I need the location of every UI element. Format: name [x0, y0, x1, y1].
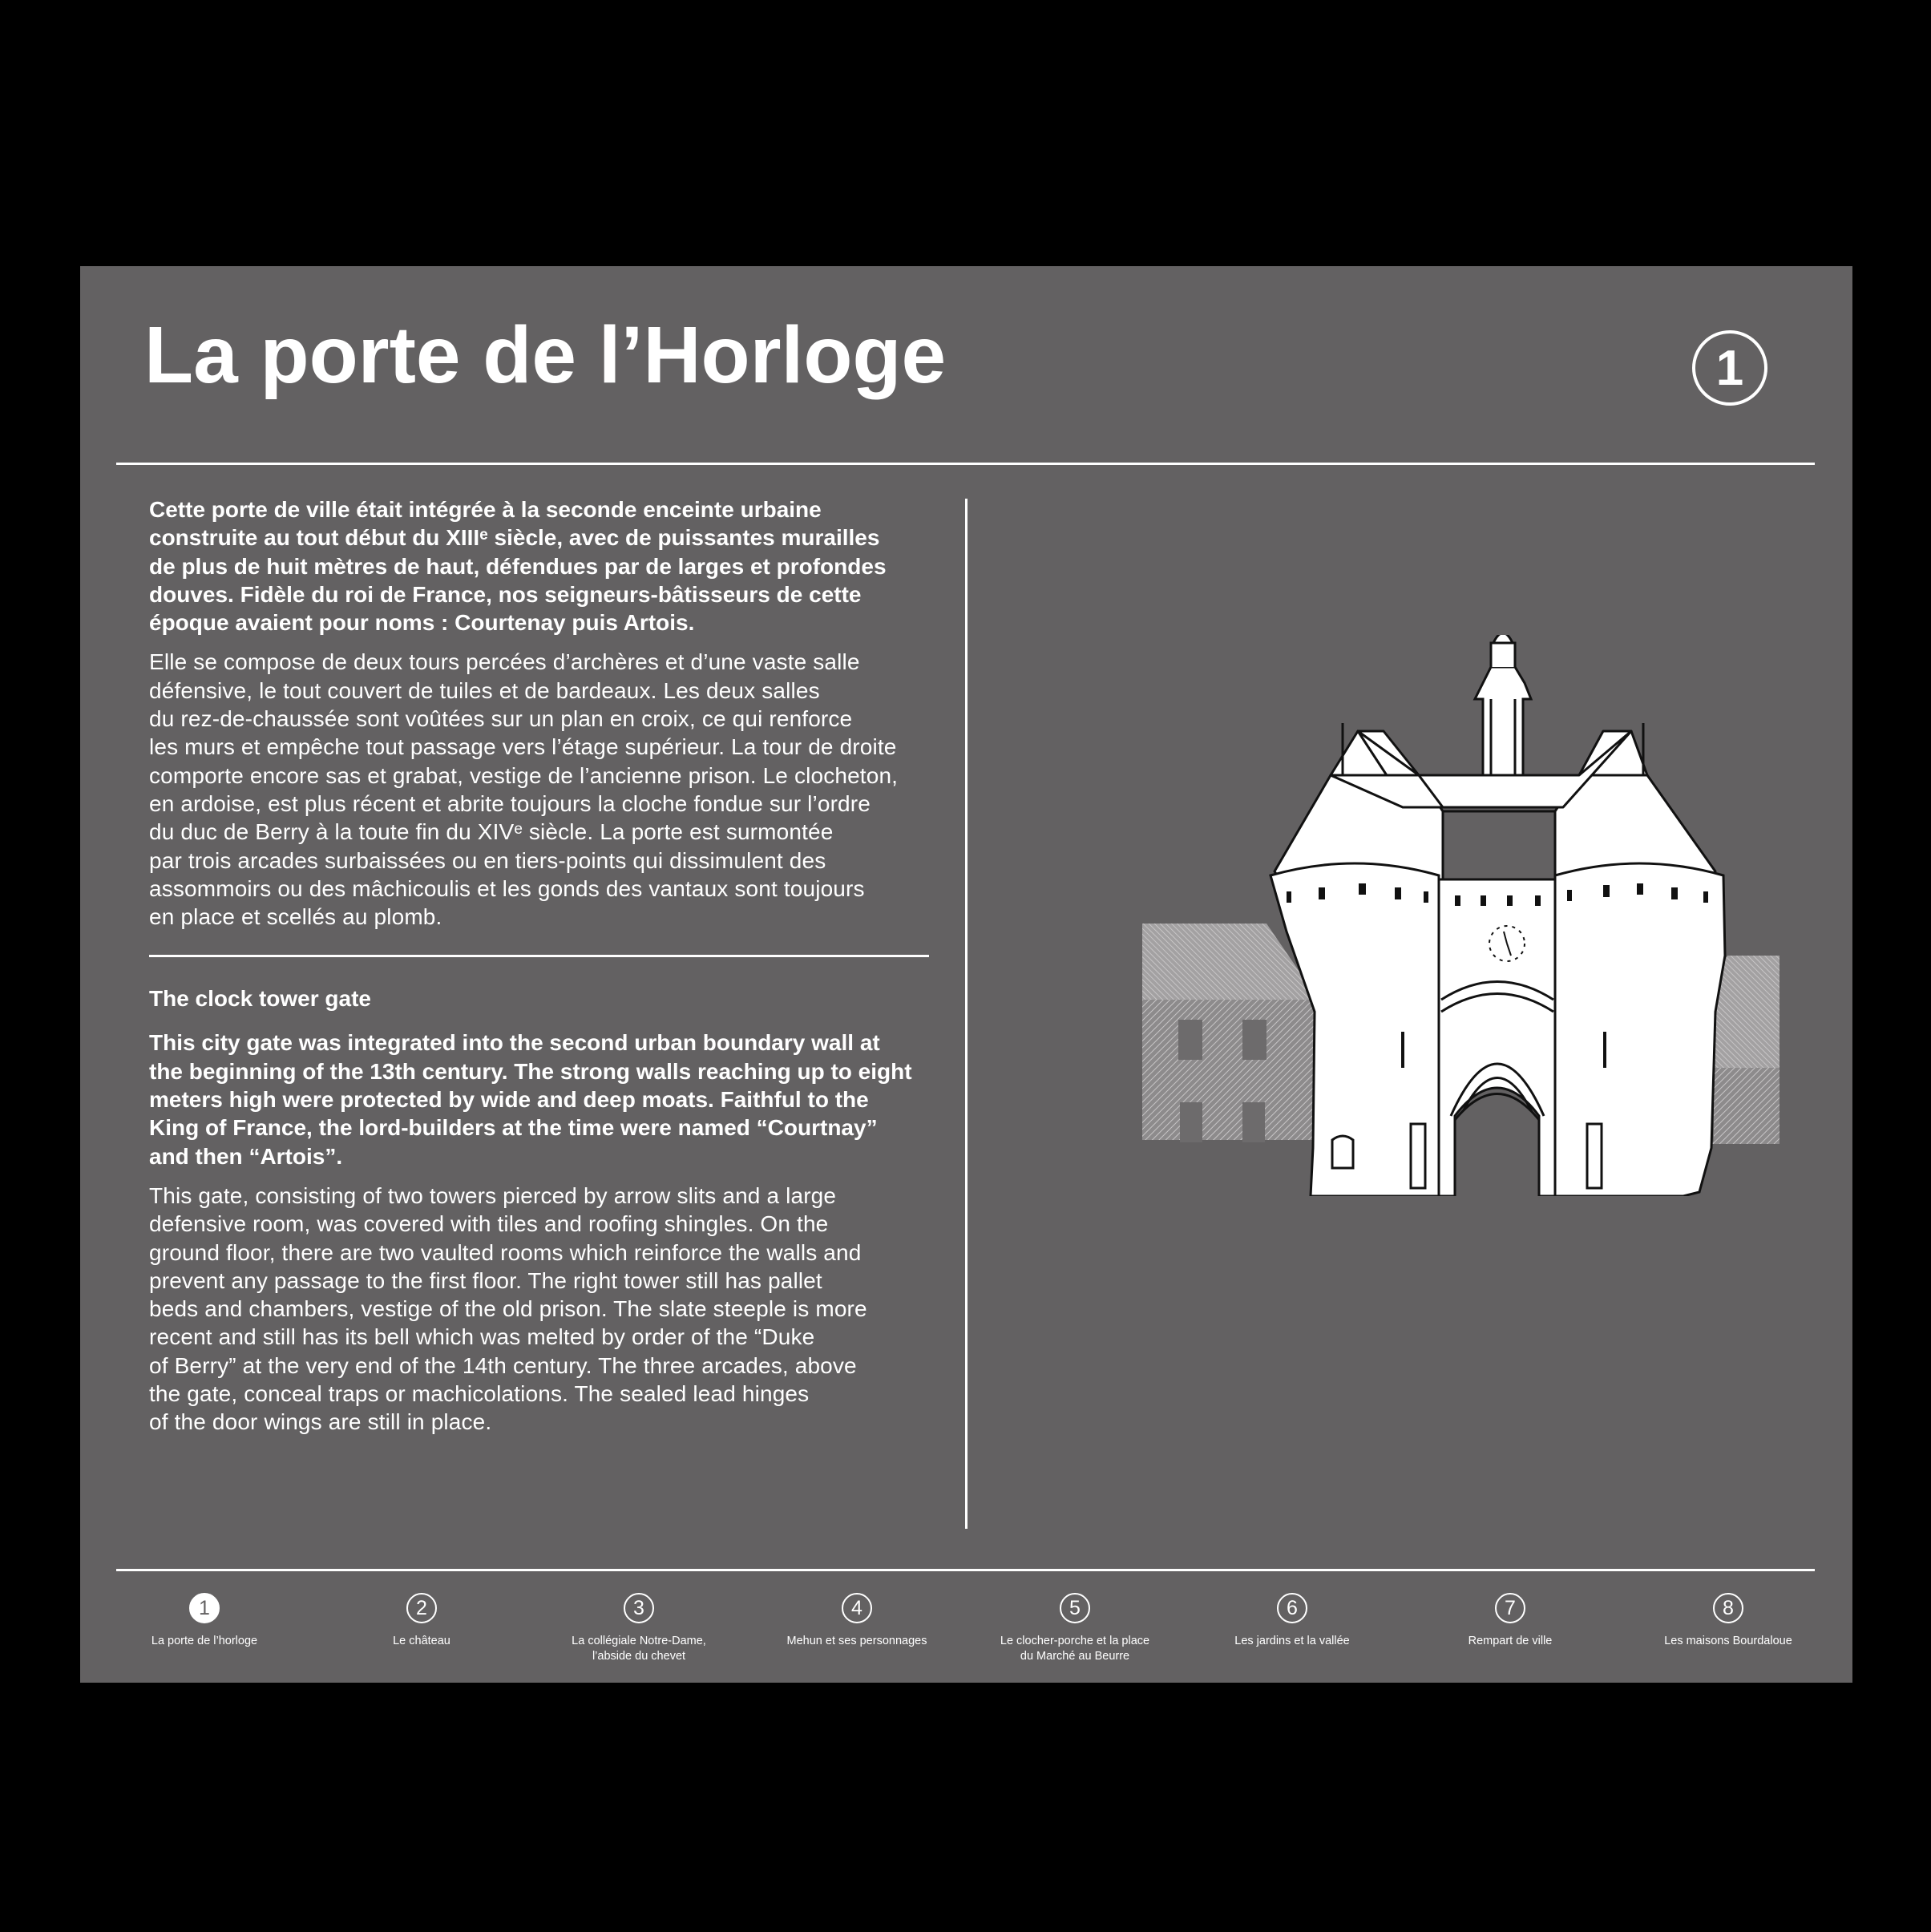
step-label: La porte de l’horloge [151, 1635, 258, 1647]
step-label: Rempart de ville [1468, 1635, 1553, 1647]
step-circle: 2 [406, 1593, 437, 1623]
arrow-slit [1287, 891, 1291, 903]
english-lead [149, 1029, 943, 1170]
text-line: of the door wings are still in place. [149, 1409, 492, 1435]
arrow-slit [1567, 890, 1572, 901]
tower-window [1332, 1136, 1353, 1168]
step-circle: 8 [1713, 1593, 1743, 1623]
text-line: of Berry” at the very end of the 14th century. The three arcades, above [149, 1352, 857, 1378]
arrow-slit [1401, 1032, 1404, 1068]
arrow-slit [1481, 895, 1486, 906]
header-divider [116, 463, 1815, 465]
tour-step-6[interactable] [1188, 1593, 1396, 1649]
arrow-slit [1395, 887, 1401, 899]
tour-step-4[interactable] [753, 1593, 961, 1649]
french-body [149, 648, 943, 931]
text-line: prevent any passage to the first floor. The right tower still has pallet [149, 1267, 822, 1293]
arrow-slit [1535, 895, 1541, 906]
info-panel [80, 266, 1852, 1683]
text-line: par trois arcades surbaissées ou en tiers-points qui dissimulent des [149, 847, 826, 873]
step-label: Le clocher-porche et la place du Marché au Beurre [1000, 1635, 1150, 1663]
step-label: Le château [393, 1635, 450, 1647]
english-body [149, 1182, 943, 1437]
page-title: La porte de l’Horloge [144, 310, 947, 400]
step-circle: 5 [1060, 1593, 1090, 1623]
tour-navigation [80, 1593, 1852, 1681]
step-number-badge: 1 [1692, 330, 1767, 406]
arrow-slit [1671, 887, 1678, 899]
tour-step-1[interactable] [100, 1593, 309, 1649]
arrow-slit [1455, 895, 1460, 906]
text-line: Elle se compose de deux tours percées d’archères et d’une vaste salle [149, 649, 860, 675]
text-line: Cette porte de ville était intégrée à la seconde enceinte urbaine [149, 497, 822, 522]
step-circle: 1 [189, 1593, 220, 1623]
arrow-slit [1319, 887, 1325, 899]
step-label: Les jardins et la vallée [1234, 1635, 1350, 1647]
tour-step-7[interactable] [1406, 1593, 1614, 1649]
text-line: en ardoise, est plus récent et abrite toujours la cloche fondue sur l’ordre [149, 790, 871, 816]
text-line: beds and chambers, vestige of the old prison. The slate steeple is more [149, 1296, 867, 1322]
arrow-slit [1507, 895, 1513, 906]
house-window [1178, 1020, 1202, 1060]
step-label: La collégiale Notre-Dame, l’abside du chevet [572, 1635, 706, 1663]
section-divider [149, 955, 929, 957]
french-lead [149, 495, 943, 637]
english-subtitle: The clock tower gate [149, 986, 371, 1012]
step-circle: 3 [624, 1593, 654, 1623]
clock-tower-gate-illustration [1058, 635, 1780, 1196]
text-line: construite au tout début du XIIIᵉ siècle, avec de puissantes murailles [149, 525, 880, 551]
step-circle: 6 [1277, 1593, 1307, 1623]
house-door [1242, 1102, 1265, 1142]
text-line: douves. Fidèle du roi de France, nos seigneurs-bâtisseurs de cette [149, 581, 862, 607]
text-line: defensive room, was covered with tiles and roofing shingles. On the [149, 1211, 829, 1237]
text-line: de plus de huit mètres de haut, défendues par de larges et profondes [149, 553, 887, 579]
text-line: meters high were protected by wide and deep moats. Faithful to the [149, 1087, 869, 1113]
clock-steeple [1475, 635, 1531, 775]
text-line: du rez-de-chaussée sont voûtées sur un plan en croix, ce qui renforce [149, 706, 853, 732]
tower-door [1411, 1124, 1425, 1188]
text-line: comporte encore sas et grabat, vestige de l’ancienne prison. Le clocheton, [149, 762, 899, 788]
tour-step-2[interactable] [317, 1593, 526, 1649]
left-house [1142, 924, 1319, 1142]
text-line: assommoirs ou des mâchicoulis et les gonds des vantaux sont toujours [149, 875, 865, 901]
column-divider [965, 499, 968, 1529]
text-column [149, 495, 943, 1448]
text-line: King of France, the lord-builders at the time were named “Courtnay” [149, 1115, 878, 1141]
text-line: recent and still has its bell which was melted by order of the “Duke [149, 1324, 815, 1350]
arrow-slit [1359, 883, 1366, 895]
tour-step-5[interactable] [971, 1593, 1179, 1664]
text-line: défensive, le tout couvert de tuiles et de bardeaux. Les deux salles [149, 677, 820, 703]
house-window [1242, 1020, 1266, 1060]
step-circle: 7 [1495, 1593, 1525, 1623]
arrow-slit [1703, 891, 1708, 903]
tour-step-3[interactable] [535, 1593, 743, 1664]
text-line: époque avaient pour noms : Courtenay puis Artois. [149, 610, 695, 636]
footer-divider [116, 1569, 1815, 1571]
text-line: en place et scellés au plomb. [149, 904, 442, 930]
arrow-slit [1424, 891, 1428, 903]
tour-step-8[interactable] [1624, 1593, 1832, 1649]
step-label: Les maisons Bourdaloue [1664, 1635, 1792, 1647]
tower-door [1587, 1124, 1602, 1188]
arrow-slit [1637, 883, 1643, 895]
arrow-slit [1603, 885, 1610, 897]
text-line: the beginning of the 13th century. The strong walls reaching up to eight [149, 1058, 912, 1084]
step-circle: 4 [842, 1593, 872, 1623]
text-line: the gate, conceal traps or machicolations. The sealed lead hinges [149, 1381, 810, 1407]
text-line: This gate, consisting of two towers pierced by arrow slits and a large [149, 1182, 837, 1208]
text-line: This city gate was integrated into the second urban boundary wall at [149, 1030, 880, 1056]
text-line: ground floor, there are two vaulted rooms which reinforce the walls and [149, 1239, 862, 1265]
house-window [1180, 1102, 1202, 1142]
text-line: and then “Artois”. [149, 1143, 343, 1169]
arrow-slit [1603, 1032, 1606, 1068]
step-label: Mehun et ses personnages [786, 1635, 927, 1647]
text-line: les murs et empêche tout passage vers l’étage supérieur. La tour de droite [149, 734, 897, 760]
text-line: du duc de Berry à la toute fin du XIVᵉ siècle. La porte est surmontée [149, 819, 834, 845]
